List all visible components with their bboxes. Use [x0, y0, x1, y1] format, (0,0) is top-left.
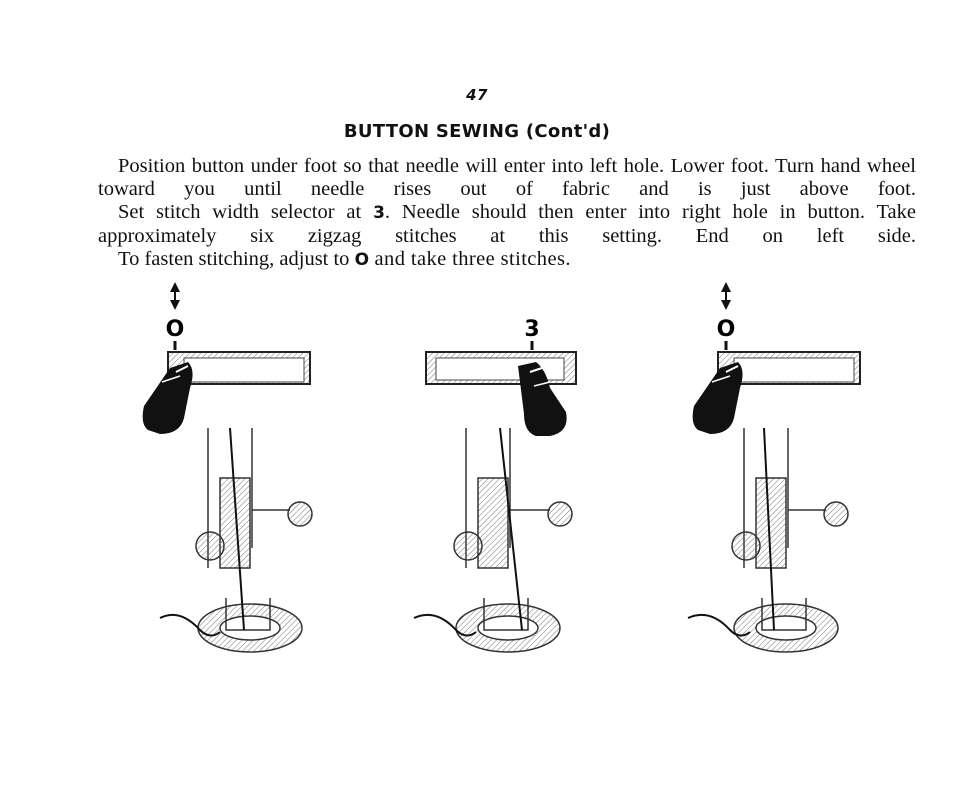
- selector-lever-icon: [693, 362, 743, 434]
- setting-mark-o: O: [354, 250, 370, 270]
- text-segment: To fasten stitching, adjust to: [118, 248, 355, 270]
- instructions-text: [98, 155, 916, 272]
- presser-foot-icon: [160, 428, 312, 652]
- sewing-foot-illustration: [680, 278, 940, 678]
- presser-foot-icon: [414, 428, 572, 652]
- paragraph-fasten: [98, 248, 916, 272]
- sewing-foot-illustration: [140, 278, 400, 678]
- section-heading: BUTTON SEWING (Cont'd): [343, 121, 611, 142]
- setting-label: 3: [524, 317, 540, 342]
- paragraph-stitch-width: [98, 201, 916, 248]
- setting-label: O: [716, 317, 736, 342]
- illustration-fasten: [680, 278, 940, 678]
- sewing-foot-illustration: [400, 278, 660, 678]
- paragraph-position-button: Position button under foot so that needle will enter into left hole. Lower foot. Turn hand wheel toward you until needle rises out of fabric and is just above foot.: [98, 155, 916, 200]
- text-segment: . Needle should then enter into right hole in button. Take approximately six zigzag stitches at this setting. End on left side.: [98, 201, 916, 247]
- selector-lever-icon: [143, 362, 193, 434]
- page-number: 47: [466, 86, 488, 104]
- up-down-arrow-icon: [721, 282, 731, 310]
- illustration-right-hole: [400, 278, 660, 678]
- text-segment: Set stitch width selector at: [118, 201, 374, 223]
- up-down-arrow-icon: [170, 282, 180, 310]
- setting-mark-3: 3: [373, 203, 385, 223]
- setting-label: O: [165, 317, 185, 342]
- presser-foot-icon: [688, 428, 848, 652]
- text-segment: and take three stitches.: [369, 248, 571, 270]
- illustration-left-hole: [140, 278, 400, 678]
